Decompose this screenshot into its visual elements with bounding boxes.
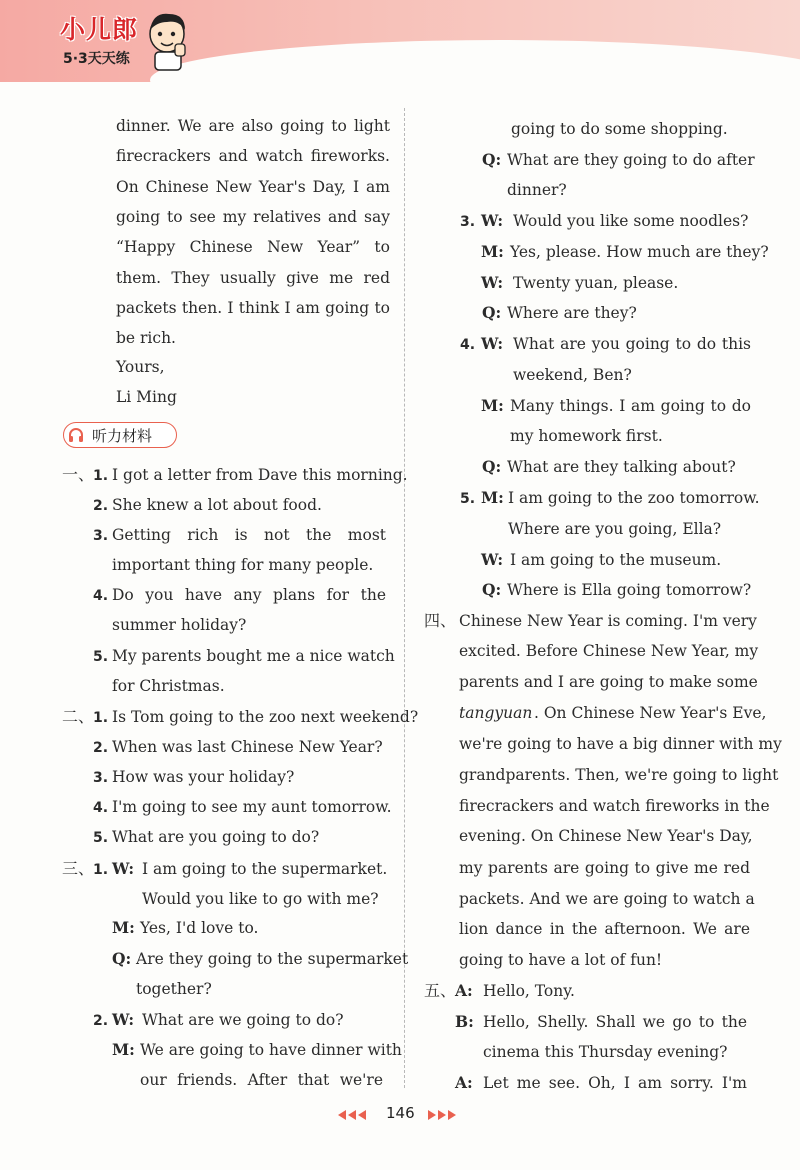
text-line: we're going to have a big dinner with my: [459, 735, 782, 753]
speaker-label: Q:: [112, 949, 132, 968]
text-line: Many things. I am going to do: [510, 397, 751, 415]
text-line: What are they going to do after: [507, 151, 755, 169]
item-number: 5.: [93, 649, 109, 665]
speaker-label: W:: [112, 1010, 135, 1029]
speaker-label: W:: [481, 211, 504, 230]
text-line: Where are you going, Ella?: [508, 520, 722, 538]
page-number: 146: [386, 1104, 415, 1122]
text-line: be rich.: [116, 329, 176, 347]
text-line: I got a letter from Dave this morning.: [112, 466, 408, 484]
text-line: Where are they?: [507, 304, 637, 322]
text-line: weekend, Ben?: [513, 366, 632, 384]
text-line: packets then. I think I am going to: [116, 299, 390, 317]
speaker-label: Q:: [482, 457, 502, 476]
speaker-label: Q:: [482, 303, 502, 322]
text-line: cinema this Thursday evening?: [483, 1043, 728, 1061]
section-mark: 二、: [62, 707, 95, 726]
series-name: 5·3天天练: [63, 51, 130, 67]
header-wave-decoration: [150, 40, 800, 82]
text-line: packets. And we are going to watch a: [459, 890, 755, 908]
text-line: Are they going to the supermarket: [136, 950, 409, 968]
text-line: . On Chinese New Year's Eve,: [534, 704, 767, 722]
speaker-label: W:: [112, 859, 135, 878]
brand-logo-text: 小儿郎: [60, 15, 139, 44]
speaker-label: M:: [112, 918, 135, 937]
item-number: 3.: [93, 528, 109, 544]
text-line: together?: [136, 980, 212, 998]
text-line: Let me see. Oh, I am sorry. I'm: [483, 1074, 747, 1092]
speaker-label: Q:: [482, 580, 502, 599]
text-line: What are you going to do this: [513, 335, 751, 353]
item-number: 5.: [460, 491, 476, 507]
speaker-label: M:: [481, 396, 504, 415]
text-line: Hello, Shelly. Shall we go to the: [483, 1013, 747, 1031]
text-line: On Chinese New Year's Day, I am: [116, 178, 390, 196]
text-line: “Happy Chinese New Year” to: [116, 238, 390, 256]
speaker-label: W:: [481, 550, 504, 569]
section-mark: 四、: [424, 611, 457, 630]
text-line: them. They usually give me red: [116, 269, 390, 287]
item-number: 3.: [460, 214, 476, 230]
listening-material-badge: [63, 422, 177, 448]
section-mark: 三、: [62, 859, 95, 878]
text-line: Would you like some noodles?: [513, 212, 749, 230]
text-line: Hello, Tony.: [483, 982, 575, 1000]
text-line: excited. Before Chinese New Year, my: [459, 642, 759, 660]
text-line: Chinese New Year is coming. I'm very: [459, 612, 757, 630]
text-line: Do you have any plans for the: [112, 586, 386, 604]
item-number: 2.: [93, 740, 109, 756]
boy-mascot-icon: [145, 10, 193, 74]
text-line-italic: tangyuan: [459, 704, 533, 722]
item-number: 5.: [93, 830, 109, 846]
item-number: 4.: [93, 588, 109, 604]
column-divider: [404, 108, 405, 1088]
headphones-icon: [68, 427, 84, 443]
text-line: important thing for many people.: [112, 556, 374, 574]
text-line: Yes, I'd love to.: [140, 919, 259, 937]
speaker-label: A:: [455, 1073, 473, 1092]
text-line: evening. On Chinese New Year's Day,: [459, 827, 753, 845]
page-header: [0, 0, 800, 82]
text-line: going to do some shopping.: [511, 120, 728, 138]
section-mark: 一、: [62, 465, 95, 484]
item-number: 2.: [93, 1013, 109, 1029]
speaker-label: W:: [481, 334, 504, 353]
text-line: firecrackers and watch fireworks in the: [459, 797, 770, 815]
arrows-left-icon: [338, 1106, 368, 1124]
speaker-label: M:: [481, 488, 504, 507]
item-number: 2.: [93, 498, 109, 514]
text-line: How was your holiday?: [112, 768, 295, 786]
page-number-bar: [330, 1102, 470, 1126]
text-line: dinner?: [507, 181, 567, 199]
speaker-label: M:: [481, 242, 504, 261]
text-line: firecrackers and watch fireworks.: [116, 147, 390, 165]
text-line: Would you like to go with me?: [142, 890, 379, 908]
item-number: 3.: [93, 770, 109, 786]
text-line: our friends. After that we're: [140, 1071, 383, 1089]
speaker-label: M:: [112, 1040, 135, 1059]
text-line: My parents bought me a nice watch: [112, 647, 395, 665]
text-line: going to have a lot of fun!: [459, 951, 663, 969]
text-line: We are going to have dinner with: [140, 1041, 402, 1059]
text-line: I'm going to see my aunt tomorrow.: [112, 798, 392, 816]
text-line: What are we going to do?: [142, 1011, 344, 1029]
text-line: Twenty yuan, please.: [513, 274, 679, 292]
text-line: I am going to the museum.: [510, 551, 722, 569]
text-line: What are they talking about?: [507, 458, 736, 476]
arrows-right-icon: [426, 1106, 456, 1124]
text-line: Is Tom going to the zoo next weekend?: [112, 708, 419, 726]
text-line: summer holiday?: [112, 616, 247, 634]
item-number: 1.: [93, 710, 109, 726]
text-line: Yes, please. How much are they?: [510, 243, 769, 261]
text-line: I am going to the supermarket.: [142, 860, 388, 878]
text-line: grandparents. Then, we're going to light: [459, 766, 779, 784]
text-line: lion dance in the afternoon. We are: [459, 920, 750, 938]
text-line: going to see my relatives and say: [116, 208, 390, 226]
text-line: dinner. We are also going to light: [116, 117, 390, 135]
letter-signature: Li Ming: [116, 388, 177, 406]
speaker-label: Q:: [482, 150, 502, 169]
text-line: Where is Ella going tomorrow?: [507, 581, 752, 599]
section-mark: 五、: [424, 981, 457, 1000]
speaker-label: A:: [455, 981, 473, 1000]
speaker-label: B:: [455, 1012, 474, 1031]
text-line: my parents are going to give me red: [459, 859, 750, 877]
item-number: 1.: [93, 862, 109, 878]
text-line: What are you going to do?: [112, 828, 320, 846]
letter-closing: Yours,: [116, 358, 165, 376]
text-line: parents and I are going to make some: [459, 673, 758, 691]
text-line: Getting rich is not the most: [112, 526, 386, 544]
item-number: 4.: [460, 337, 476, 353]
badge-label: 听力材料: [92, 427, 153, 445]
text-line: I am going to the zoo tomorrow.: [508, 489, 760, 507]
speaker-label: W:: [481, 273, 504, 292]
text-line: for Christmas.: [112, 677, 225, 695]
text-line: When was last Chinese New Year?: [112, 738, 383, 756]
item-number: 1.: [93, 468, 109, 484]
item-number: 4.: [93, 800, 109, 816]
text-line: my homework first.: [510, 427, 663, 445]
text-line: She knew a lot about food.: [112, 496, 322, 514]
